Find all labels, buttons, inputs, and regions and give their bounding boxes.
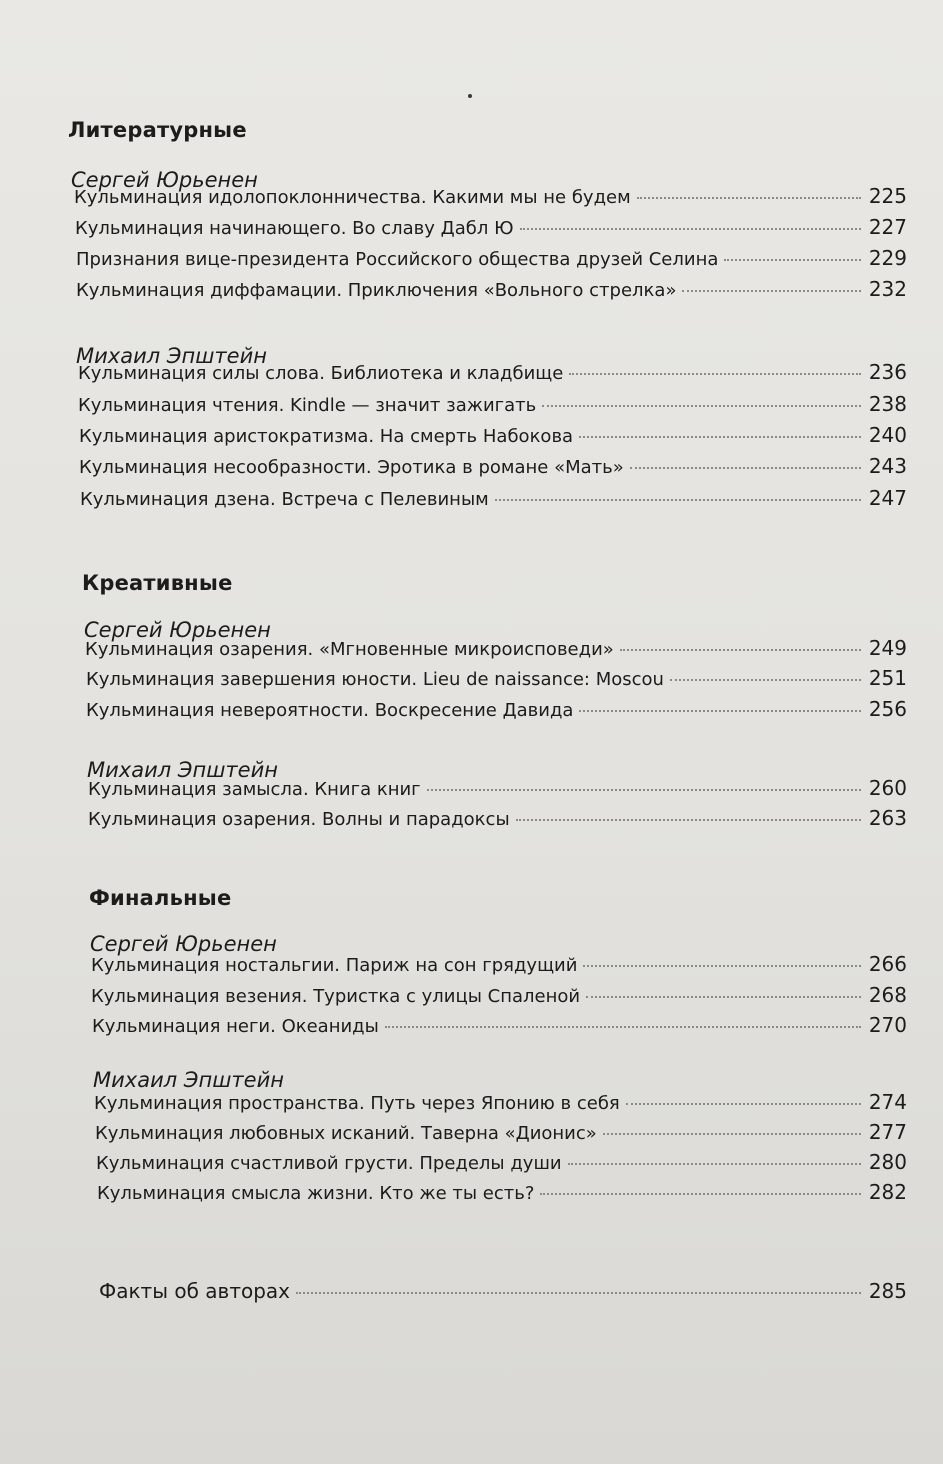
toc-entry[interactable]: [91, 983, 907, 1011]
toc-entry-title: Кульминация идолопоклонничества. Какими мы не будем: [74, 187, 631, 208]
toc-entry[interactable]: [92, 1013, 907, 1041]
toc-entry-title: Признания вице-президента Российского общества друзей Селина: [76, 249, 719, 270]
author-heading: Михаил Эпштейн: [76, 344, 267, 368]
toc-entry[interactable]: [91, 952, 907, 980]
toc-entry[interactable]: [75, 215, 907, 243]
toc-entry-page: 268: [868, 983, 907, 1007]
toc-entry-title: Кульминация завершения юности. Lieu de naissance: Moscou: [86, 669, 664, 690]
author-heading: Михаил Эпштейн: [93, 1068, 284, 1092]
toc-entry-title: Кульминация пространства. Путь через Японию в себя: [94, 1093, 620, 1114]
dot-leader: [540, 1193, 860, 1195]
toc-entry[interactable]: [74, 184, 907, 212]
toc-entry[interactable]: [86, 697, 907, 725]
dot-leader: [579, 436, 861, 438]
toc-entry-page: 260: [868, 776, 907, 800]
dot-leader: [568, 1163, 861, 1165]
dot-leader: [682, 290, 860, 292]
toc-entry-page: 277: [868, 1120, 907, 1144]
toc-entry-title: Кульминация замысла. Книга книг: [88, 779, 421, 800]
toc-entry-title: Кульминация аристократизма. На смерть Набокова: [79, 426, 574, 447]
toc-entry[interactable]: [76, 246, 907, 274]
author-heading: Михаил Эпштейн: [87, 758, 278, 782]
toc-entry-title: Факты об авторах: [99, 1279, 290, 1303]
toc-entry-page: 225: [868, 184, 907, 208]
dot-leader: [495, 499, 861, 501]
toc-entry-title: Кульминация силы слова. Библиотека и кладбище: [78, 363, 564, 384]
toc-entry-page: 238: [868, 392, 907, 416]
dot-leader: [620, 649, 861, 651]
toc-entry-title: Кульминация начинающего. Во славу Дабл Ю: [75, 218, 514, 239]
page-dot: [468, 94, 472, 98]
toc-entry[interactable]: [85, 636, 907, 664]
toc-entry[interactable]: [76, 277, 907, 305]
toc-entry-facts[interactable]: [99, 1279, 907, 1307]
toc-entry-page: 256: [868, 697, 907, 721]
toc-entry-title: Кульминация чтения. Kindle — значит зажигать: [78, 395, 537, 416]
dot-leader: [583, 965, 860, 967]
section-title-creative: Креативные: [82, 571, 233, 595]
dot-leader: [579, 710, 860, 712]
toc-entry[interactable]: [79, 454, 907, 482]
toc-entry-page: 247: [868, 486, 907, 510]
toc-entry-title: Кульминация озарения. Волны и парадоксы: [88, 809, 510, 830]
toc-entry-page: 274: [868, 1090, 907, 1114]
toc-entry-page: 243: [868, 454, 907, 478]
author-heading: Сергей Юрьенен: [84, 618, 271, 642]
toc-entry-title: Кульминация диффамации. Приключения «Вольного стрелка»: [76, 280, 677, 301]
dot-leader: [296, 1292, 861, 1294]
toc-entry-page: 227: [868, 215, 907, 239]
toc-entry-title: Кульминация ностальгии. Париж на сон грядущий: [91, 955, 578, 976]
dot-leader: [520, 228, 861, 230]
author-heading: Сергей Юрьенен: [71, 168, 258, 192]
dot-leader: [427, 789, 861, 791]
toc-entry-page: 282: [868, 1180, 907, 1204]
dot-leader: [586, 996, 861, 998]
toc-entry[interactable]: [80, 486, 907, 514]
toc-entry[interactable]: [88, 806, 907, 834]
toc-entry[interactable]: [78, 392, 907, 420]
dot-leader: [637, 197, 861, 199]
toc-entry[interactable]: [97, 1180, 907, 1208]
author-heading: Сергей Юрьенен: [90, 932, 277, 956]
toc-entry-title: Кульминация невероятности. Воскресение Давида: [86, 700, 574, 721]
dot-leader: [626, 1103, 861, 1105]
toc-entry[interactable]: [95, 1120, 907, 1148]
toc-entry-page: 270: [868, 1013, 907, 1037]
toc-entry-title: Кульминация смысла жизни. Кто же ты есть?: [97, 1183, 535, 1204]
toc-entry-page: 236: [868, 360, 907, 384]
toc-entry[interactable]: [78, 360, 907, 388]
dot-leader: [569, 373, 861, 375]
toc-entry-title: Кульминация везения. Туристка с улицы Спаленой: [91, 986, 581, 1007]
toc-entry-title: Кульминация дзена. Встреча с Пелевиным: [80, 489, 489, 510]
toc-entry-page: 280: [868, 1150, 907, 1174]
dot-leader: [385, 1026, 861, 1028]
section-title-literary: Литературные: [68, 118, 247, 142]
dot-leader: [724, 259, 860, 261]
toc-entry-page: 229: [868, 246, 907, 270]
toc-entry-page: 285: [868, 1279, 907, 1303]
toc-entry-page: 240: [868, 423, 907, 447]
toc-entry[interactable]: [96, 1150, 907, 1178]
toc-entry-title: Кульминация неги. Океаниды: [92, 1016, 379, 1037]
toc-entry[interactable]: [86, 666, 907, 694]
dot-leader: [516, 819, 861, 821]
toc-entry-page: 263: [868, 806, 907, 830]
dot-leader: [603, 1133, 861, 1135]
dot-leader: [670, 679, 861, 681]
dot-leader: [630, 467, 861, 469]
toc-entry[interactable]: [88, 776, 907, 804]
toc-entry-title: Кульминация счастливой грусти. Пределы души: [96, 1153, 562, 1174]
toc-entry-page: 249: [868, 636, 907, 660]
dot-leader: [542, 405, 861, 407]
toc-entry-title: Кульминация озарения. «Мгновенные микроисповеди»: [85, 639, 614, 660]
toc-entry[interactable]: [94, 1090, 907, 1118]
toc-entry-title: Кульминация несообразности. Эротика в романе «Мать»: [79, 457, 624, 478]
section-title-final: Финальные: [89, 886, 232, 910]
toc-entry-page: 266: [868, 952, 907, 976]
toc-entry-page: 251: [868, 666, 907, 690]
toc-entry-title: Кульминация любовных исканий. Таверна «Дионис»: [95, 1123, 597, 1144]
toc-entry-page: 232: [868, 277, 907, 301]
toc-entry[interactable]: [79, 423, 907, 451]
